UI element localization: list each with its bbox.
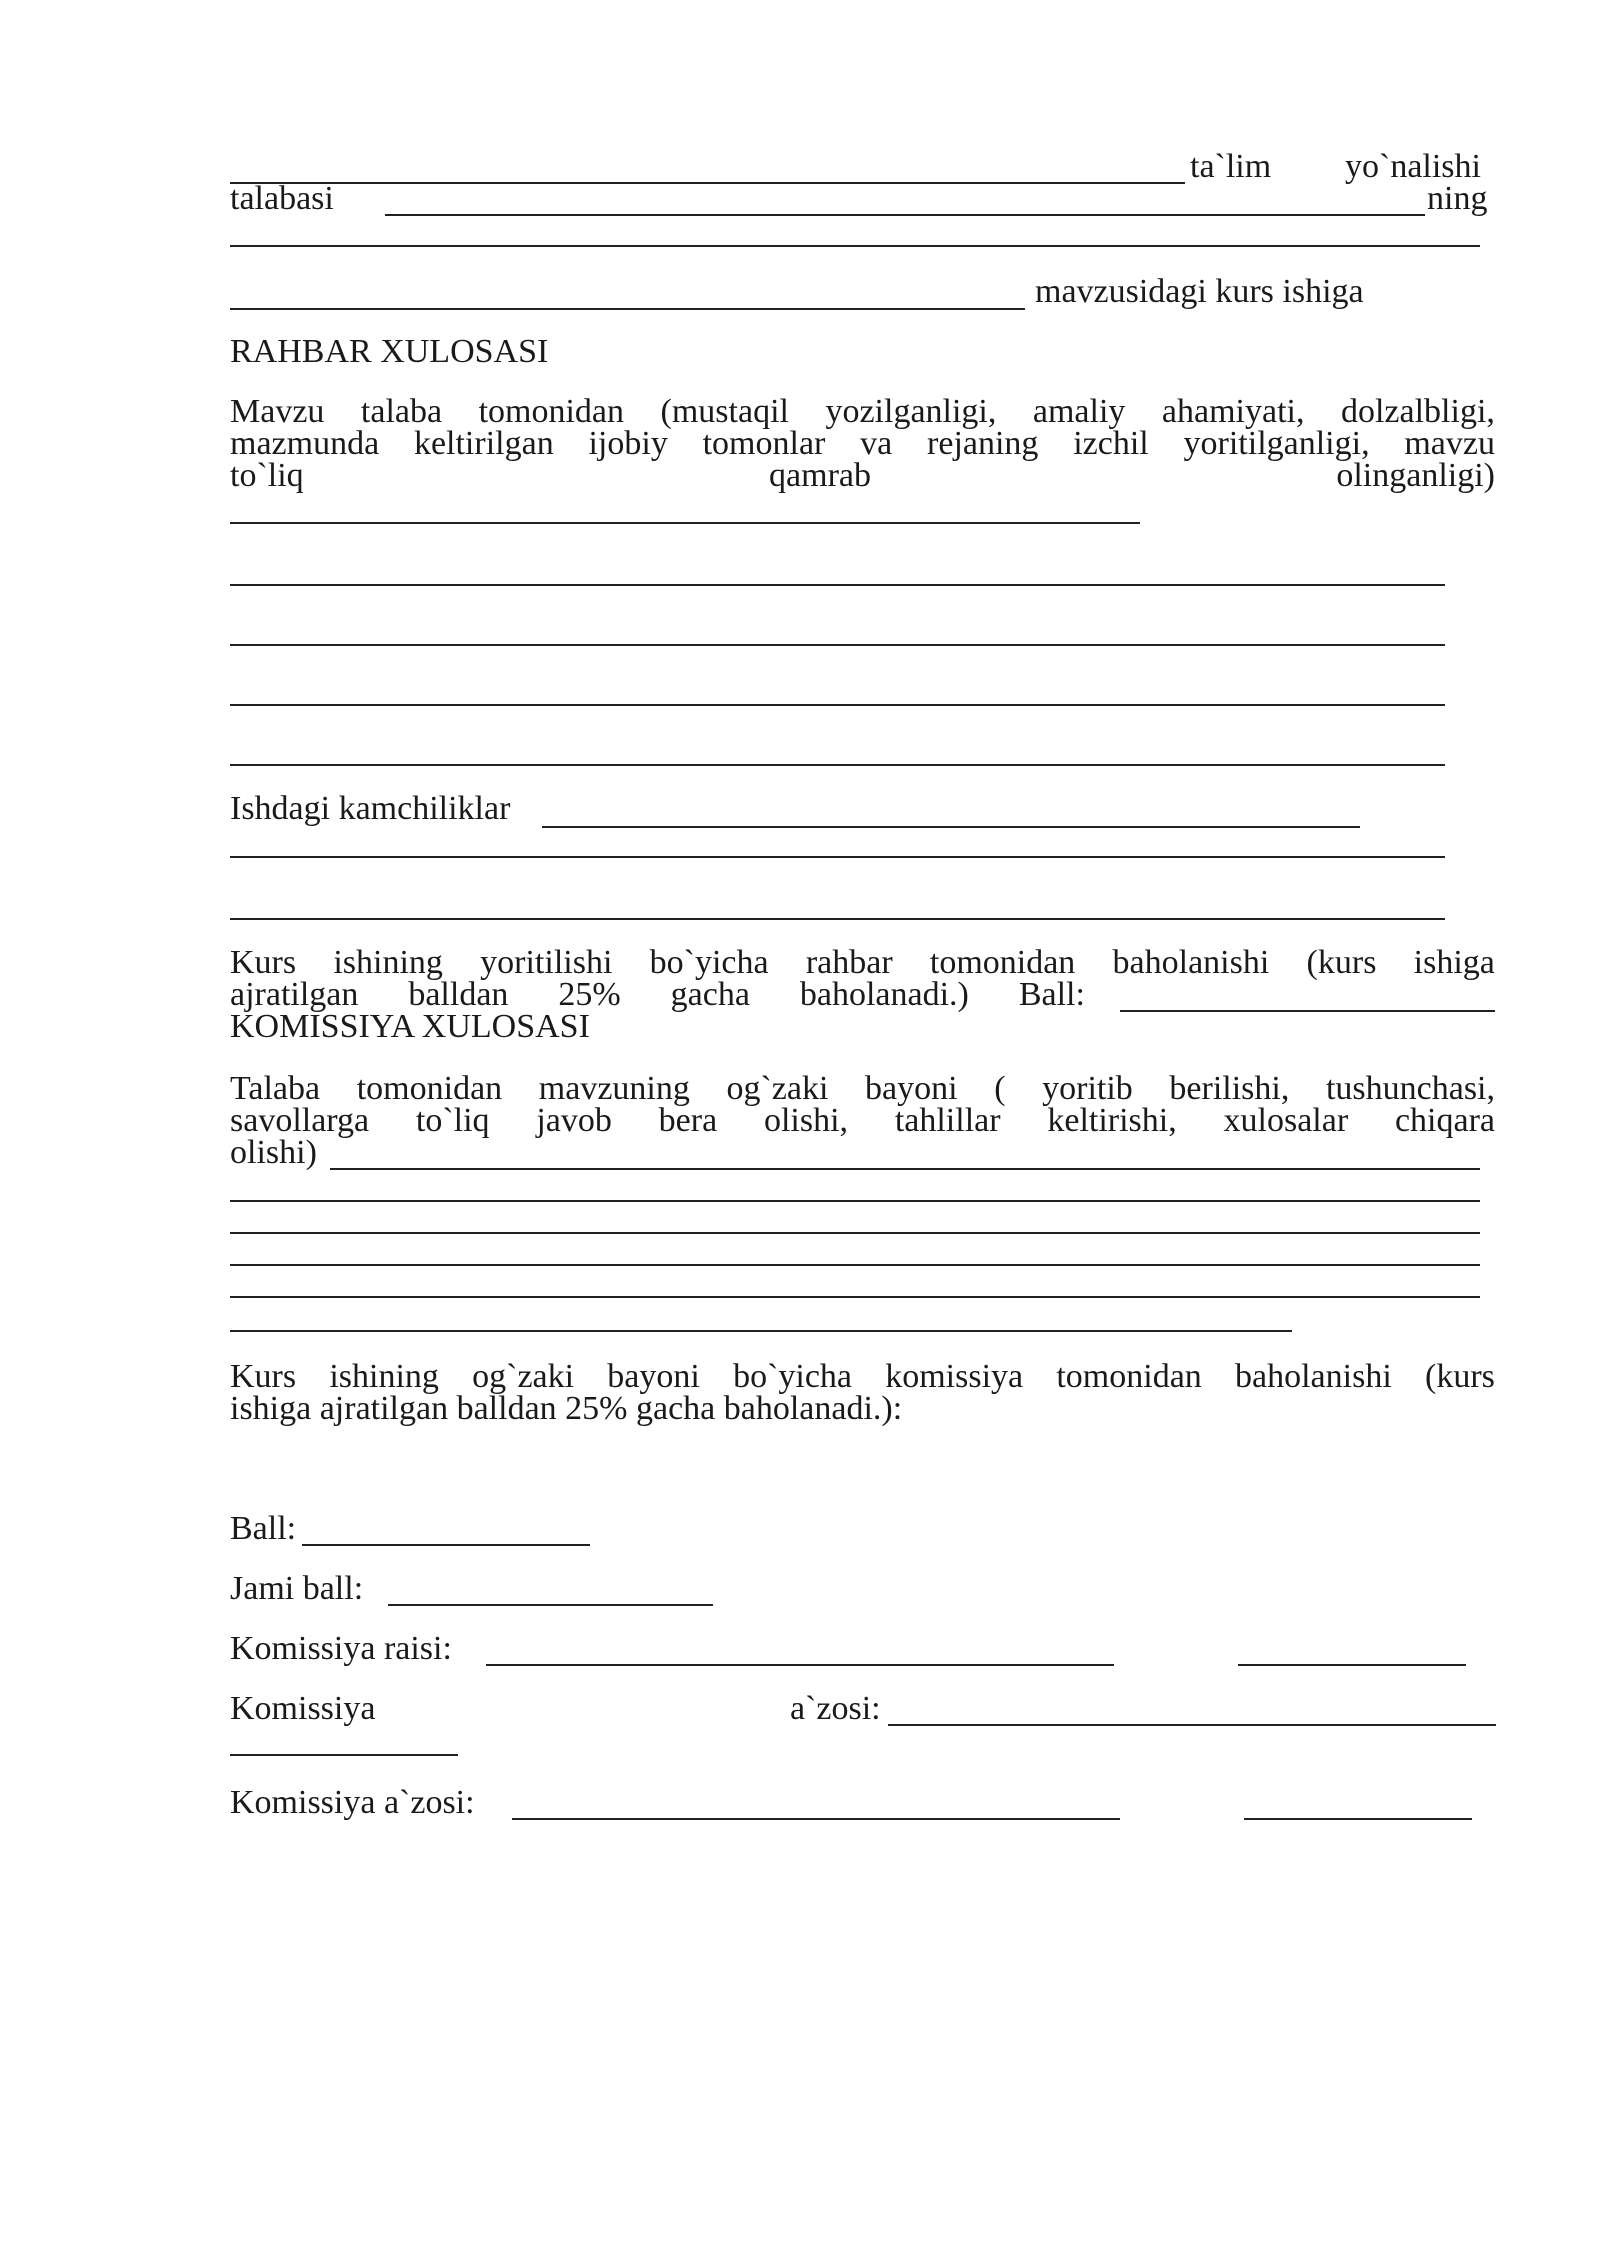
azosi2-label: Komissiya a`zosi: [230,1784,475,1821]
blank-line-azosi-name[interactable] [888,1724,1496,1726]
blank-line-rahbar-1[interactable] [230,522,1140,524]
blank-line-topic-2[interactable] [230,308,1025,310]
blank-line-student-name[interactable] [385,214,1425,216]
komissiya-para-line-1: Talaba tomonidan mavzuning og`zaki bayoni ( yoritib berilishi, tushunchasi, [230,1070,1495,1107]
talim-label: ta`lim [1190,148,1272,185]
blank-line-azosi2-name[interactable] [512,1818,1120,1820]
rahbar-para-line-2: mazmunda keltirilgan ijobiy tomonlar va rejaning izchil yoritilganligi, mavzu [230,425,1495,462]
blank-line-topic-1[interactable] [230,245,1480,247]
blank-line-komissiya-3[interactable] [230,1232,1480,1234]
blank-line-azosi-signature[interactable] [230,1754,458,1756]
blank-line-rahbar-3[interactable] [230,644,1445,646]
blank-line-kamchilik-1[interactable] [542,826,1360,828]
talabasi-label: talabasi [230,180,334,217]
rahbar-heading: RAHBAR XULOSASI [230,333,549,370]
blank-line-komissiya-2[interactable] [230,1200,1480,1202]
komissiya-para-line-2: savollarga to`liq javob bera olishi, tahlillar keltirishi, xulosalar chiqara [230,1102,1495,1139]
komissiya-baho-line-1: Kurs ishining og`zaki bayoni bo`yicha komissiya tomonidan baholanishi (kurs [230,1358,1495,1395]
azosi-word-2: a`zosi: [790,1690,881,1727]
blank-line-rahbar-5[interactable] [230,764,1445,766]
blank-line-jami-ball[interactable] [388,1604,713,1606]
blank-line-komissiya-6[interactable] [230,1330,1292,1332]
yonalishi-label: yo`nalishi [1345,148,1481,185]
blank-line-komissiya-1[interactable] [330,1168,1480,1170]
blank-line-rahbar-4[interactable] [230,704,1445,706]
azosi-word-1: Komissiya [230,1690,376,1727]
kamchilik-label: Ishdagi kamchiliklar [230,790,511,827]
blank-line-raisi-name[interactable] [486,1664,1114,1666]
blank-line-komissiya-4[interactable] [230,1264,1480,1266]
olishi-label: olishi) [230,1134,317,1171]
blank-line-komissiya-5[interactable] [230,1296,1480,1298]
blank-line-ball[interactable] [302,1544,590,1546]
rahbar-para-line-1: Mavzu talaba tomonidan (mustaqil yozilganligi, amaliy ahamiyati, dolzalbligi, [230,393,1495,430]
blank-line-raisi-signature[interactable] [1238,1664,1466,1666]
blank-line-rahbar-2[interactable] [230,584,1445,586]
blank-line-kamchilik-3[interactable] [230,918,1445,920]
rahbar-baho-line-2: ajratilgan balldan 25% gacha baholanadi.) Ball: [230,976,1085,1013]
komissiya-baho-line-2: ishiga ajratilgan balldan 25% gacha baholanadi.): [230,1390,903,1427]
rahbar-baho-line-1: Kurs ishining yoritilishi bo`yicha rahbar tomonidan baholanishi (kurs ishiga [230,944,1495,981]
mavzu-label: mavzusidagi kurs ishiga [1035,273,1364,310]
rahbar-para-line-3: to`liq qamrab olinganligi) [230,457,1495,494]
blank-line-azosi2-signature[interactable] [1244,1818,1472,1820]
raisi-label: Komissiya raisi: [230,1630,452,1667]
blank-line-direction[interactable] [230,182,1185,184]
komissiya-heading: KOMISSIYA XULOSASI [230,1008,590,1045]
jami-ball-label: Jami ball: [230,1570,364,1607]
ball-label: Ball: [230,1510,297,1547]
blank-line-kamchilik-2[interactable] [230,856,1445,858]
blank-line-rahbar-ball[interactable] [1120,1010,1495,1012]
ning-label: ning [1427,180,1488,217]
